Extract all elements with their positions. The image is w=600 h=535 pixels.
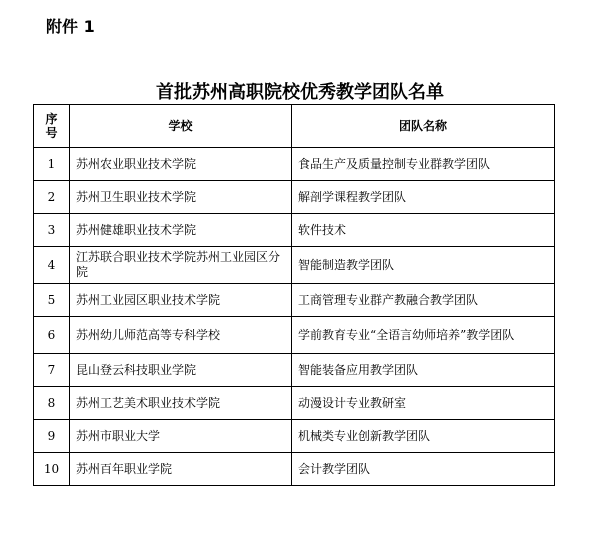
row-school: 苏州市职业大学 bbox=[70, 420, 292, 453]
row-school: 苏州百年职业学院 bbox=[70, 453, 292, 486]
row-team: 食品生产及质量控制专业群教学团队 bbox=[292, 148, 555, 181]
table-row bbox=[34, 354, 555, 387]
row-team: 动漫设计专业教研室 bbox=[292, 387, 555, 420]
row-school: 江苏联合职业技术学院苏州工业园区分院 bbox=[70, 247, 292, 284]
row-team: 智能装备应用教学团队 bbox=[292, 354, 555, 387]
table-row bbox=[34, 284, 555, 317]
row-team: 会计教学团队 bbox=[292, 453, 555, 486]
table-row bbox=[34, 420, 555, 453]
table-row bbox=[34, 148, 555, 181]
table-row bbox=[34, 317, 555, 354]
table-row bbox=[34, 181, 555, 214]
row-school: 苏州工业园区职业技术学院 bbox=[70, 284, 292, 317]
row-team: 软件技术 bbox=[292, 214, 555, 247]
row-school: 苏州幼儿师范高等专科学校 bbox=[70, 317, 292, 354]
row-team: 工商管理专业群产教融合教学团队 bbox=[292, 284, 555, 317]
table-row bbox=[34, 453, 555, 486]
row-number: 9 bbox=[34, 420, 70, 453]
row-school: 苏州卫生职业技术学院 bbox=[70, 181, 292, 214]
row-school: 苏州工艺美术职业技术学院 bbox=[70, 387, 292, 420]
row-number: 10 bbox=[34, 453, 70, 486]
row-number: 5 bbox=[34, 284, 70, 317]
team-list-table bbox=[33, 104, 555, 486]
attachment-label: 附件 1 bbox=[46, 17, 95, 36]
table-header-row bbox=[34, 105, 555, 148]
row-number: 2 bbox=[34, 181, 70, 214]
row-number: 4 bbox=[34, 247, 70, 284]
row-team: 智能制造教学团队 bbox=[292, 247, 555, 284]
row-school: 昆山登云科技职业学院 bbox=[70, 354, 292, 387]
row-team: 解剖学课程教学团队 bbox=[292, 181, 555, 214]
table-row bbox=[34, 214, 555, 247]
header-number bbox=[34, 105, 70, 148]
header-school: 学校 bbox=[70, 105, 292, 148]
row-number: 1 bbox=[34, 148, 70, 181]
row-team: 学前教育专业“全语言幼师培养”教学团队 bbox=[292, 317, 555, 354]
row-number: 6 bbox=[34, 317, 70, 354]
table-row bbox=[34, 247, 555, 284]
row-school: 苏州健雄职业技术学院 bbox=[70, 214, 292, 247]
table-row bbox=[34, 387, 555, 420]
row-number: 3 bbox=[34, 214, 70, 247]
header-number-line2: 号 bbox=[45, 126, 58, 140]
row-number: 8 bbox=[34, 387, 70, 420]
row-number: 7 bbox=[34, 354, 70, 387]
header-number-line1: 序 bbox=[45, 112, 58, 126]
header-team: 团队名称 bbox=[292, 105, 555, 148]
document-title: 首批苏州高职院校优秀教学团队名单 bbox=[156, 82, 444, 103]
row-team: 机械类专业创新教学团队 bbox=[292, 420, 555, 453]
row-school: 苏州农业职业技术学院 bbox=[70, 148, 292, 181]
